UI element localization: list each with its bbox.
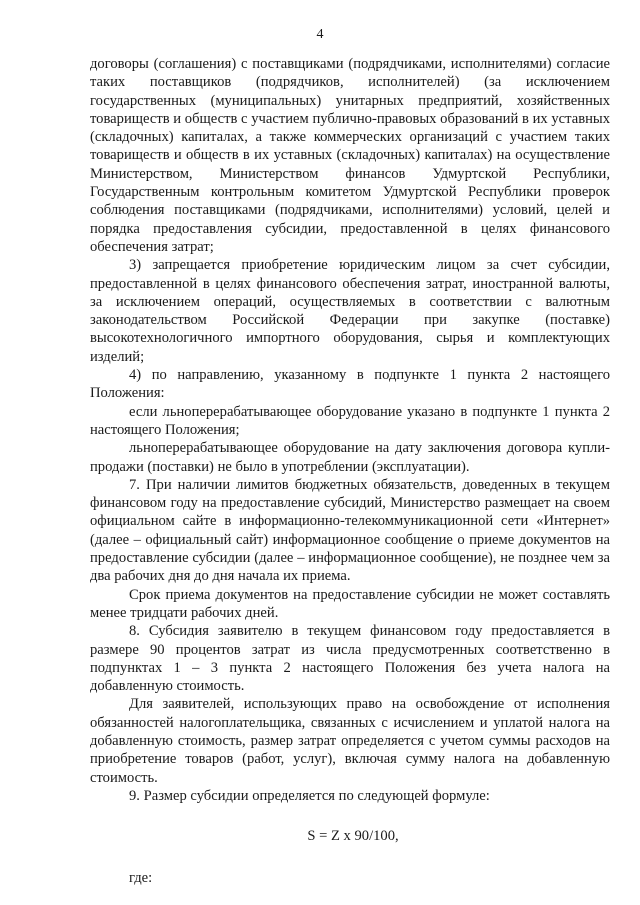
paragraph-currency-prohibition: 3) запрещается приобретение юридическим лицом за счет субсидии, предоставленной в целях финансового обеспечения затрат, иностранной валюты, за исключением операций, осуществляемых в соответствии с валютным законодательством Российской Федерации при закупке (поставке) высокотехнологичного импортного оборудования, сырья и комплектующих изделий; <box>90 257 610 365</box>
paragraph-item-8: 8. Субсидия заявителю в текущем финансовом году предоставляется в размере 90 процентов затрат из числа предусмотренных соответственно в подпунктах 1 – 3 пункта 2 настоящего Положения без учета налога на добавленную стоимость. <box>90 623 610 695</box>
document-body <box>90 55 610 888</box>
subsidy-formula: S = Z x 90/100, <box>307 828 399 845</box>
paragraph-acceptance-period: Срок приема документов на предоставление субсидии не может составлять менее тридцати рабочих дней. <box>90 586 610 621</box>
paragraph-equipment-unused: льноперерабатывающее оборудование на дату заключения договора купли-продажи (поставки) не было в употреблении (эксплуатации). <box>90 440 610 475</box>
paragraph-vat-exempt: Для заявителей, использующих право на освобождение от исполнения обязанностей налогоплательщика, связанных с исчислением и уплатой налога на добавленную стоимость, размер затрат определяется с учетом суммы расходов на приобретение товаров (работ, услуг), включая сумму налога на добавленную стоимость. <box>90 696 610 786</box>
paragraph-item-7: 7. При наличии лимитов бюджетных обязательств, доведенных в текущем финансовом году на предоставление субсидий, Министерство размещает на своем официальном сайте в информационно-телекоммуникационной сети «Интернет» (далее – официальный сайт) информационное сообщение о приеме документов на предоставление субсидии (далее – информационное сообщение), не позднее чем за два рабочих дня до дня начала их приема. <box>90 476 610 585</box>
page-number: 4 <box>316 27 324 42</box>
paragraph-equipment-listed: если льноперерабатывающее оборудование указано в подпункте 1 пункта 2 настоящего Положения; <box>90 403 610 438</box>
paragraph-direction-4: 4) по направлению, указанному в подпункте 1 пункта 2 настоящего Положения: <box>90 367 610 402</box>
where-label: где: <box>129 870 153 887</box>
paragraph-contract-consent: договоры (соглашения) с поставщиками (подрядчиками, исполнителями) согласие таких поставщиков (подрядчиков, исполнителей) (за исключением государственных (муниципальных) унитарных предприятий, хозяйственных товариществ и обществ с участием публично-правовых образований в их уставных (складочных) капиталах, а также коммерческих организаций с участием таких товариществ и обществ в их уставных (складочных) капиталах) на осуществление Министерством, Министерством финансов Удмуртской Республики, Государственным контрольным комитетом Удмуртской Республики проверок соблюдения поставщиками (подрядчиками, исполнителями) условий, целей и порядка предоставления субсидии, предоставленной в целях финансового обеспечения затрат; <box>90 56 610 255</box>
paragraph-item-9: 9. Размер субсидии определяется по следующей формуле: <box>129 787 490 804</box>
